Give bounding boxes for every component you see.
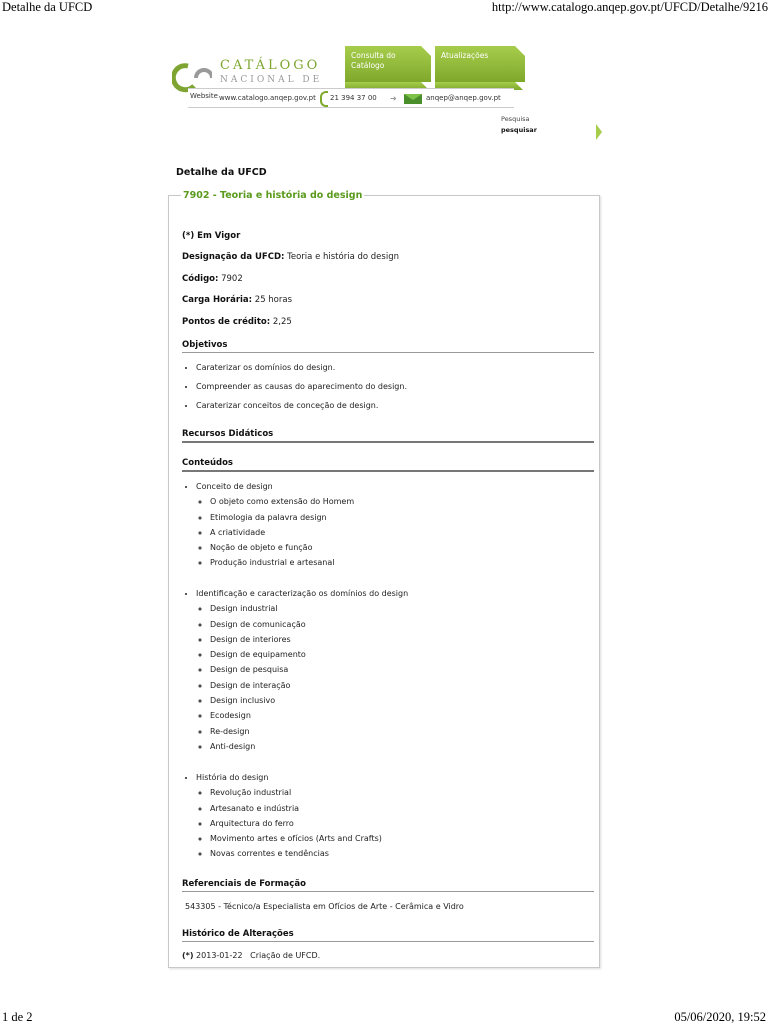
conteudo-topic bbox=[182, 770, 594, 862]
print-footer-datetime: 05/06/2020, 19:52 bbox=[674, 1010, 766, 1024]
field-pontos-credito bbox=[182, 317, 292, 327]
list-item: ◦ Produção industrial e artesanal bbox=[210, 555, 594, 570]
field-label: Carga Horária: bbox=[182, 295, 253, 305]
topic-title: Identificação e caracterização os domínios do design bbox=[196, 589, 409, 598]
logo-subtitle: NACIONAL DE bbox=[220, 75, 323, 85]
conteudos-heading: Conteúdos bbox=[182, 458, 594, 472]
website-link[interactable]: www.catalogo.anqep.gov.pt bbox=[219, 94, 316, 102]
print-header-url: http://www.catalogo.anqep.gov.pt/UFCD/Detalhe/9216 bbox=[491, 0, 768, 14]
list-item: ◦ Arquitectura do ferro bbox=[210, 816, 594, 831]
search-button[interactable]: pesquisar bbox=[501, 126, 537, 134]
search-label: Pesquisa bbox=[501, 115, 530, 123]
phone-icon bbox=[320, 91, 328, 107]
field-value: 25 horas bbox=[254, 295, 293, 305]
historico-text: 2013-01-22 Criação de UFCD. bbox=[196, 951, 321, 960]
phone-number: 21 394 37 00 bbox=[330, 94, 377, 102]
page-title: Detalhe da UFCD bbox=[176, 167, 267, 178]
contact-bar bbox=[188, 88, 514, 108]
list-item: • Caraterizar conceitos de conceção de design. bbox=[196, 401, 407, 420]
status bbox=[182, 231, 240, 241]
website-label: Website bbox=[190, 92, 218, 100]
list-item: ◦ Ecodesign bbox=[210, 708, 594, 723]
status-text: (*) Em Vigor bbox=[182, 231, 241, 241]
list-item: • Compreender as causas do aparecimento do design. bbox=[196, 382, 407, 401]
list-item: ◦ Movimento artes e ofícios (Arts and Crafts) bbox=[210, 831, 594, 846]
ufcd-legend: 7902 - Teoria e história do design bbox=[183, 190, 363, 201]
conteudo-topic bbox=[182, 586, 594, 754]
referencial-item: 543305 - Técnico/a Especialista em Ofícios de Arte - Cerâmica e Vidro bbox=[185, 902, 464, 911]
recursos-heading: Recursos Didáticos bbox=[182, 429, 594, 443]
email-link[interactable]: anqep@anqep.gov.pt bbox=[426, 94, 501, 102]
list-item: ◦ Etimologia da palavra design bbox=[210, 510, 594, 525]
field-label: Pontos de crédito: bbox=[182, 317, 271, 327]
field-label: Código: bbox=[182, 274, 219, 284]
field-designacao bbox=[182, 252, 399, 262]
field-codigo bbox=[182, 274, 243, 284]
field-value: Teoria e história do design bbox=[287, 252, 399, 262]
print-header-title: Detalhe da UFCD bbox=[2, 0, 93, 14]
field-value: 2,25 bbox=[272, 317, 292, 327]
list-item: ◦ Noção de objeto e função bbox=[210, 540, 594, 555]
conteudo-topic bbox=[182, 479, 594, 571]
list-item: ◦ O objeto como extensão do Homem bbox=[210, 494, 594, 509]
list-item: ◦ Design de comunicação bbox=[210, 617, 594, 632]
list-item: ◦ Artesanato e indústria bbox=[210, 801, 594, 816]
ufcd-detail-box bbox=[168, 190, 600, 968]
nav-consulta-catalogo[interactable]: Consulta do Catálogo bbox=[345, 46, 431, 82]
list-item: ◦ Re-design bbox=[210, 724, 594, 739]
list-item: ◦ Design industrial bbox=[210, 601, 594, 616]
logo-title: CATÁLOGO bbox=[220, 58, 321, 73]
list-item: ◦ Design de pesquisa bbox=[210, 662, 594, 677]
field-value: 7902 bbox=[221, 274, 243, 284]
referenciais-heading: Referenciais de Formação bbox=[182, 879, 594, 892]
list-item: • Caraterizar os domínios do design. bbox=[196, 363, 407, 382]
print-footer-page: 1 de 2 bbox=[2, 1010, 33, 1024]
list-item: ◦ A criatividade bbox=[210, 525, 594, 540]
field-carga-horaria bbox=[182, 295, 292, 305]
nav-atualizacoes[interactable]: Atualizações bbox=[435, 46, 525, 82]
list-item: ◦ Design de interação bbox=[210, 678, 594, 693]
list-item: ◦ Revolução industrial bbox=[210, 785, 594, 800]
list-item: ◦ Design de interiores bbox=[210, 632, 594, 647]
topic-title: Conceito de design bbox=[196, 482, 273, 491]
search-arrow-icon[interactable] bbox=[596, 124, 602, 140]
objetivos-heading: Objetivos bbox=[182, 340, 594, 353]
historico-mark: (*) bbox=[182, 951, 194, 960]
list-item: ◦ Novas correntes e tendências bbox=[210, 846, 594, 861]
arrow-icon: ➜ bbox=[390, 94, 397, 103]
list-item: ◦ Anti-design bbox=[210, 739, 594, 754]
topic-title: História do design bbox=[196, 773, 269, 782]
list-item: ◦ Design inclusivo bbox=[210, 693, 594, 708]
list-item: ◦ Design de equipamento bbox=[210, 647, 594, 662]
objetivos-list bbox=[182, 363, 407, 419]
mail-icon bbox=[404, 94, 422, 104]
field-label: Designação da UFCD: bbox=[182, 252, 285, 262]
historico-item bbox=[182, 951, 320, 960]
historico-heading: Histórico de Alterações bbox=[182, 929, 594, 942]
